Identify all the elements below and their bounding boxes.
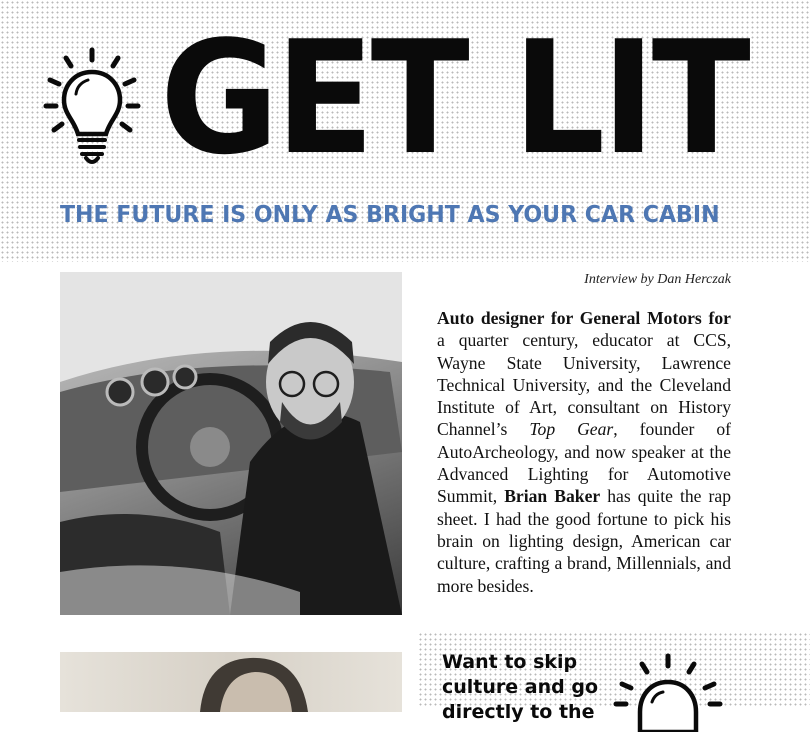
page-title: GET LIT <box>160 7 748 189</box>
intro-lead: Auto designer for General Motors for <box>437 308 731 328</box>
intro-paragraph <box>437 307 731 597</box>
intro-text-1: a quarter century, educator at CCS, Wayne State University, Lawrence Technical University, and the Cleveland Institute of Art, consultant on History Channel’s <box>437 330 731 440</box>
subheadline: THE FUTURE IS ONLY AS BRIGHT AS YOUR CAR CABIN <box>60 202 720 228</box>
second-photo <box>60 652 402 712</box>
portrait-photo <box>60 272 402 615</box>
byline: Interview by Dan Herczak <box>584 272 731 287</box>
second-photo-illustration <box>60 652 402 712</box>
lightbulb-icon <box>608 652 728 732</box>
show-title: Top Gear <box>529 419 614 440</box>
callout-text: Want to skip culture and go directly to the <box>442 651 598 723</box>
lightbulb-icon <box>40 44 144 168</box>
intro-text-3: has quite the rap sheet. I had the good fortune to pick his brain on lighting design, American car culture, crafting a brand, Millennials, and more besides. <box>437 486 732 596</box>
photo-illustration <box>60 272 402 615</box>
callout-box <box>418 632 810 723</box>
header-banner <box>0 0 810 262</box>
interviewee-name: Brian Baker <box>504 486 601 507</box>
intro-text-2: , founder of AutoArcheology, and now speaker at the Advanced Lighting for Automotive Summit, <box>437 419 731 507</box>
